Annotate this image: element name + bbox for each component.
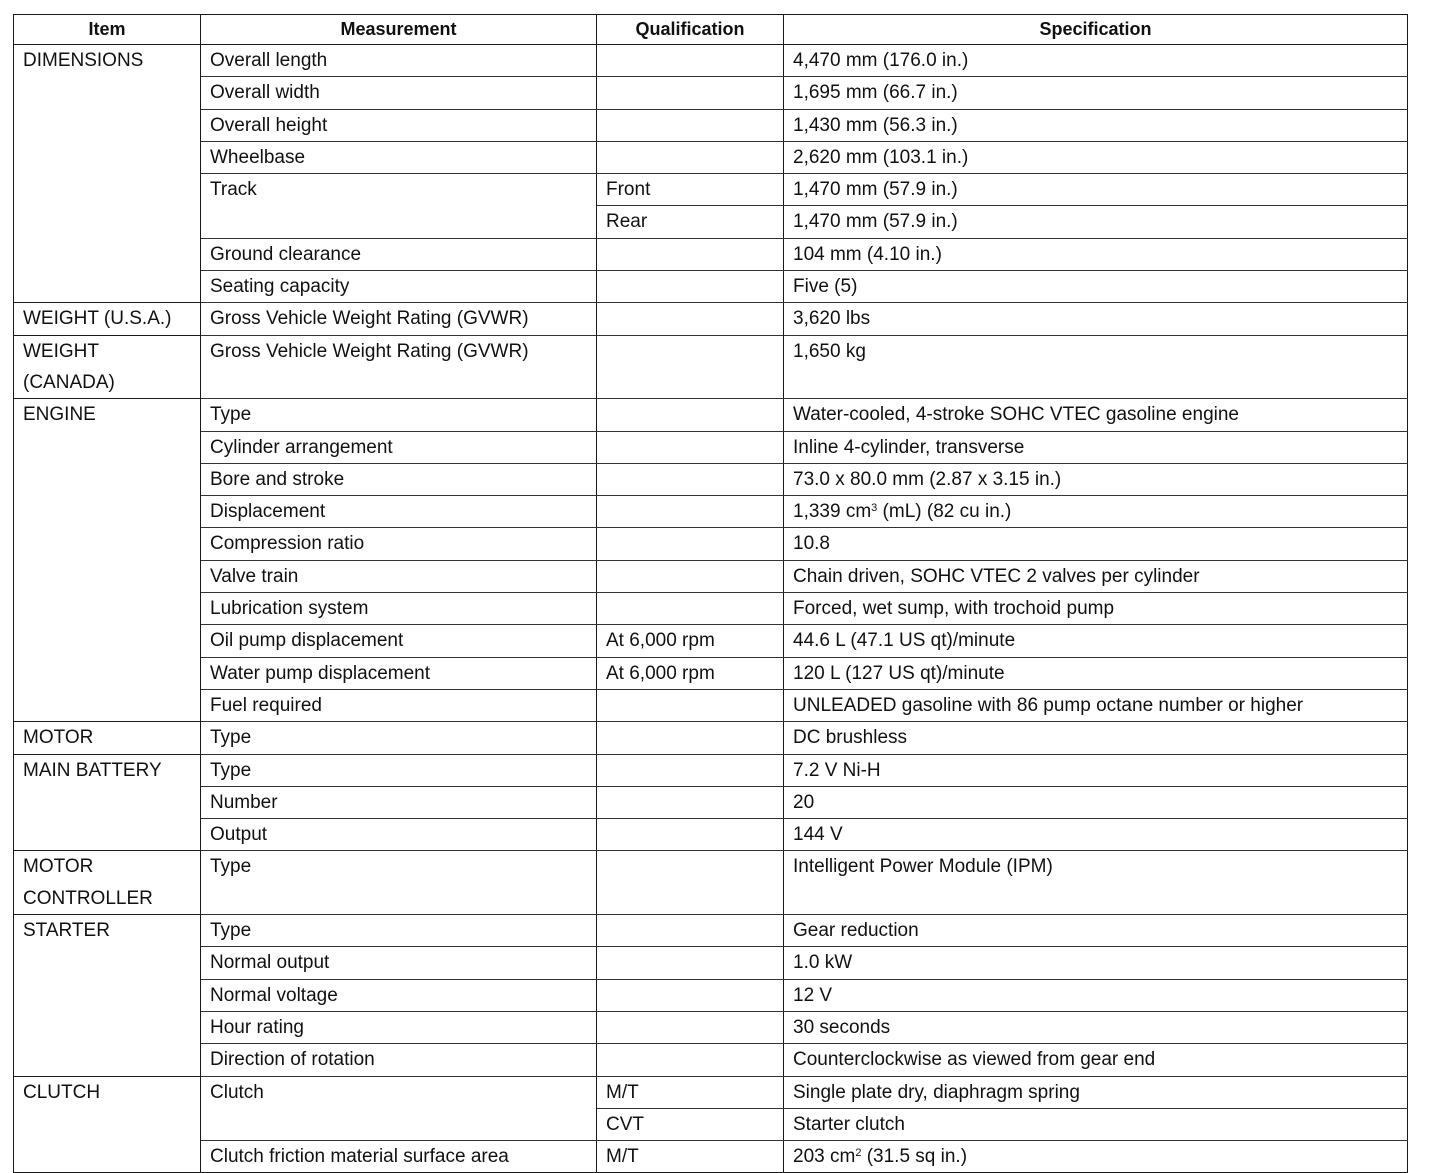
measurement-cell: Normal voltage: [201, 979, 597, 1011]
table-row: [14, 1011, 1408, 1043]
measurement-cell: Fuel required: [201, 689, 597, 721]
spec-text: (31.5 sq in.): [861, 1146, 968, 1168]
measurement-cell: Type: [201, 915, 597, 947]
table-row: [14, 238, 1408, 270]
specification-cell: 1.0 kW: [784, 947, 1408, 979]
specification-cell: 1,430 mm (56.3 in.): [784, 109, 1408, 141]
table-row: [14, 979, 1408, 1011]
header-qualification: Qualification: [597, 15, 784, 45]
table-row: [14, 657, 1408, 689]
specification-cell: UNLEADED gasoline with 86 pump octane number or higher: [784, 689, 1408, 721]
specification-cell: 4,470 mm (176.0 in.): [784, 45, 1408, 77]
measurement-cell: Direction of rotation: [201, 1044, 597, 1076]
qualification-cell: [597, 915, 784, 947]
qualification-cell: [597, 77, 784, 109]
superscript: 3: [871, 502, 878, 515]
item-motor-controller: [14, 851, 201, 915]
qualification-cell: [597, 689, 784, 721]
measurement-cell: Overall width: [201, 77, 597, 109]
qualification-cell: [597, 560, 784, 592]
specification-cell: 1,470 mm (57.9 in.): [784, 206, 1408, 238]
qualification-cell: [597, 528, 784, 560]
table-row: [14, 431, 1408, 463]
item-line: WEIGHT: [23, 340, 99, 362]
specification-cell: Forced, wet sump, with trochoid pump: [784, 593, 1408, 625]
measurement-cell: Lubrication system: [201, 593, 597, 625]
item-clutch: CLUTCH: [14, 1076, 201, 1173]
measurement-cell: Gross Vehicle Weight Rating (GVWR): [201, 303, 597, 335]
measurement-cell: Cylinder arrangement: [201, 431, 597, 463]
header-row: [14, 15, 1408, 45]
measurement-cell: Bore and stroke: [201, 463, 597, 495]
table-row: [14, 819, 1408, 851]
item-line: CONTROLLER: [23, 887, 153, 909]
table-row: [14, 625, 1408, 657]
measurement-cell: Clutch: [201, 1076, 597, 1141]
specification-cell: 12 V: [784, 979, 1408, 1011]
specification-cell: Five (5): [784, 271, 1408, 303]
measurement-cell: Oil pump displacement: [201, 625, 597, 657]
table-row: [14, 271, 1408, 303]
spec-text: (mL) (82 cu in.): [877, 501, 1012, 523]
measurement-cell: Valve train: [201, 560, 597, 592]
specification-cell: 30 seconds: [784, 1011, 1408, 1043]
qualification-cell: [597, 979, 784, 1011]
measurement-cell: Wheelbase: [201, 141, 597, 173]
qualification-cell: [597, 399, 784, 431]
table-row: [14, 689, 1408, 721]
specification-cell: Gear reduction: [784, 915, 1408, 947]
spec-text: 1,339 cm: [793, 501, 872, 523]
specification-cell: 44.6 L (47.1 US qt)/minute: [784, 625, 1408, 657]
table-row: [14, 399, 1408, 431]
qualification-cell: [597, 109, 784, 141]
qualification-cell: [597, 819, 784, 851]
specification-cell: Single plate dry, diaphragm spring: [784, 1076, 1408, 1108]
measurement-cell: Gross Vehicle Weight Rating (GVWR): [201, 335, 597, 399]
measurement-cell: Output: [201, 819, 597, 851]
specification-cell: 73.0 x 80.0 mm (2.87 x 3.15 in.): [784, 463, 1408, 495]
qualification-cell: [597, 1044, 784, 1076]
measurement-cell: Displacement: [201, 496, 597, 528]
specification-cell: 144 V: [784, 819, 1408, 851]
table-row: [14, 303, 1408, 335]
measurement-cell: Water pump displacement: [201, 657, 597, 689]
qualification-cell: At 6,000 rpm: [597, 657, 784, 689]
specification-cell: 7.2 V Ni-H: [784, 754, 1408, 786]
qualification-cell: [597, 271, 784, 303]
measurement-cell: Type: [201, 722, 597, 754]
qualification-cell: [597, 947, 784, 979]
table-row: [14, 593, 1408, 625]
item-weight-canada: [14, 335, 201, 399]
item-line: (CANADA): [23, 371, 115, 393]
table-row: [14, 463, 1408, 495]
specification-cell: Starter clutch: [784, 1108, 1408, 1140]
qualification-cell: M/T: [597, 1076, 784, 1108]
qualification-cell: [597, 851, 784, 915]
item-motor: MOTOR: [14, 722, 201, 754]
qualification-cell: [597, 754, 784, 786]
specifications-table: [13, 14, 1408, 1173]
header-specification: Specification: [784, 15, 1408, 45]
measurement-cell: Clutch friction material surface area: [201, 1141, 597, 1173]
specification-cell: Chain driven, SOHC VTEC 2 valves per cylinder: [784, 560, 1408, 592]
measurement-cell: Type: [201, 754, 597, 786]
measurement-cell: Normal output: [201, 947, 597, 979]
table-row: [14, 947, 1408, 979]
table-row: [14, 77, 1408, 109]
qualification-cell: [597, 335, 784, 399]
table-row: [14, 141, 1408, 173]
measurement-cell: Ground clearance: [201, 238, 597, 270]
table-row: [14, 1076, 1408, 1108]
qualification-cell: [597, 496, 784, 528]
qualification-cell: At 6,000 rpm: [597, 625, 784, 657]
header-measurement: Measurement: [201, 15, 597, 45]
specification-cell: 104 mm (4.10 in.): [784, 238, 1408, 270]
specification-cell: [784, 1141, 1408, 1173]
qualification-cell: [597, 463, 784, 495]
table-row: [14, 174, 1408, 206]
table-row: [14, 560, 1408, 592]
specification-cell: 120 L (127 US qt)/minute: [784, 657, 1408, 689]
measurement-cell: Overall height: [201, 109, 597, 141]
table-row: [14, 109, 1408, 141]
specification-cell: Inline 4-cylinder, transverse: [784, 431, 1408, 463]
measurement-cell: Hour rating: [201, 1011, 597, 1043]
item-starter: STARTER: [14, 915, 201, 1076]
table-row: [14, 722, 1408, 754]
table-row: [14, 1044, 1408, 1076]
specification-cell: 1,650 kg: [784, 335, 1408, 399]
table-row: [14, 786, 1408, 818]
measurement-cell: Type: [201, 851, 597, 915]
table-row: [14, 528, 1408, 560]
qualification-cell: [597, 141, 784, 173]
specification-cell: Counterclockwise as viewed from gear end: [784, 1044, 1408, 1076]
qualification-cell: [597, 303, 784, 335]
measurement-cell: Number: [201, 786, 597, 818]
qualification-cell: [597, 593, 784, 625]
specification-cell: DC brushless: [784, 722, 1408, 754]
qualification-cell: [597, 238, 784, 270]
specification-cell: Water-cooled, 4-stroke SOHC VTEC gasoline engine: [784, 399, 1408, 431]
qualification-cell: [597, 722, 784, 754]
measurement-cell: Seating capacity: [201, 271, 597, 303]
measurement-cell: Track: [201, 174, 597, 239]
qualification-cell: [597, 45, 784, 77]
specification-cell: 1,695 mm (66.7 in.): [784, 77, 1408, 109]
measurement-cell: Type: [201, 399, 597, 431]
measurement-cell: Compression ratio: [201, 528, 597, 560]
table-row: [14, 45, 1408, 77]
item-main-battery: MAIN BATTERY: [14, 754, 201, 851]
specification-cell: 3,620 lbs: [784, 303, 1408, 335]
specification-cell: 20: [784, 786, 1408, 818]
measurement-cell: Overall length: [201, 45, 597, 77]
qualification-cell: [597, 786, 784, 818]
superscript: 2: [855, 1147, 862, 1160]
qualification-cell: [597, 431, 784, 463]
qualification-cell: Rear: [597, 206, 784, 238]
header-item: Item: [14, 15, 201, 45]
item-dimensions: DIMENSIONS: [14, 45, 201, 303]
specification-cell: 2,620 mm (103.1 in.): [784, 141, 1408, 173]
table-row: [14, 915, 1408, 947]
table-row: [14, 496, 1408, 528]
qualification-cell: CVT: [597, 1108, 784, 1140]
specification-cell: 10.8: [784, 528, 1408, 560]
item-weight-usa: WEIGHT (U.S.A.): [14, 303, 201, 335]
specification-cell: [784, 496, 1408, 528]
spec-text: 203 cm: [793, 1146, 856, 1168]
qualification-cell: M/T: [597, 1141, 784, 1173]
specification-cell: Intelligent Power Module (IPM): [784, 851, 1408, 915]
item-line: MOTOR: [23, 856, 94, 878]
table-row: [14, 1141, 1408, 1173]
qualification-cell: [597, 1011, 784, 1043]
table-row: [14, 754, 1408, 786]
qualification-cell: Front: [597, 174, 784, 206]
item-engine: ENGINE: [14, 399, 201, 722]
specification-cell: 1,470 mm (57.9 in.): [784, 174, 1408, 206]
